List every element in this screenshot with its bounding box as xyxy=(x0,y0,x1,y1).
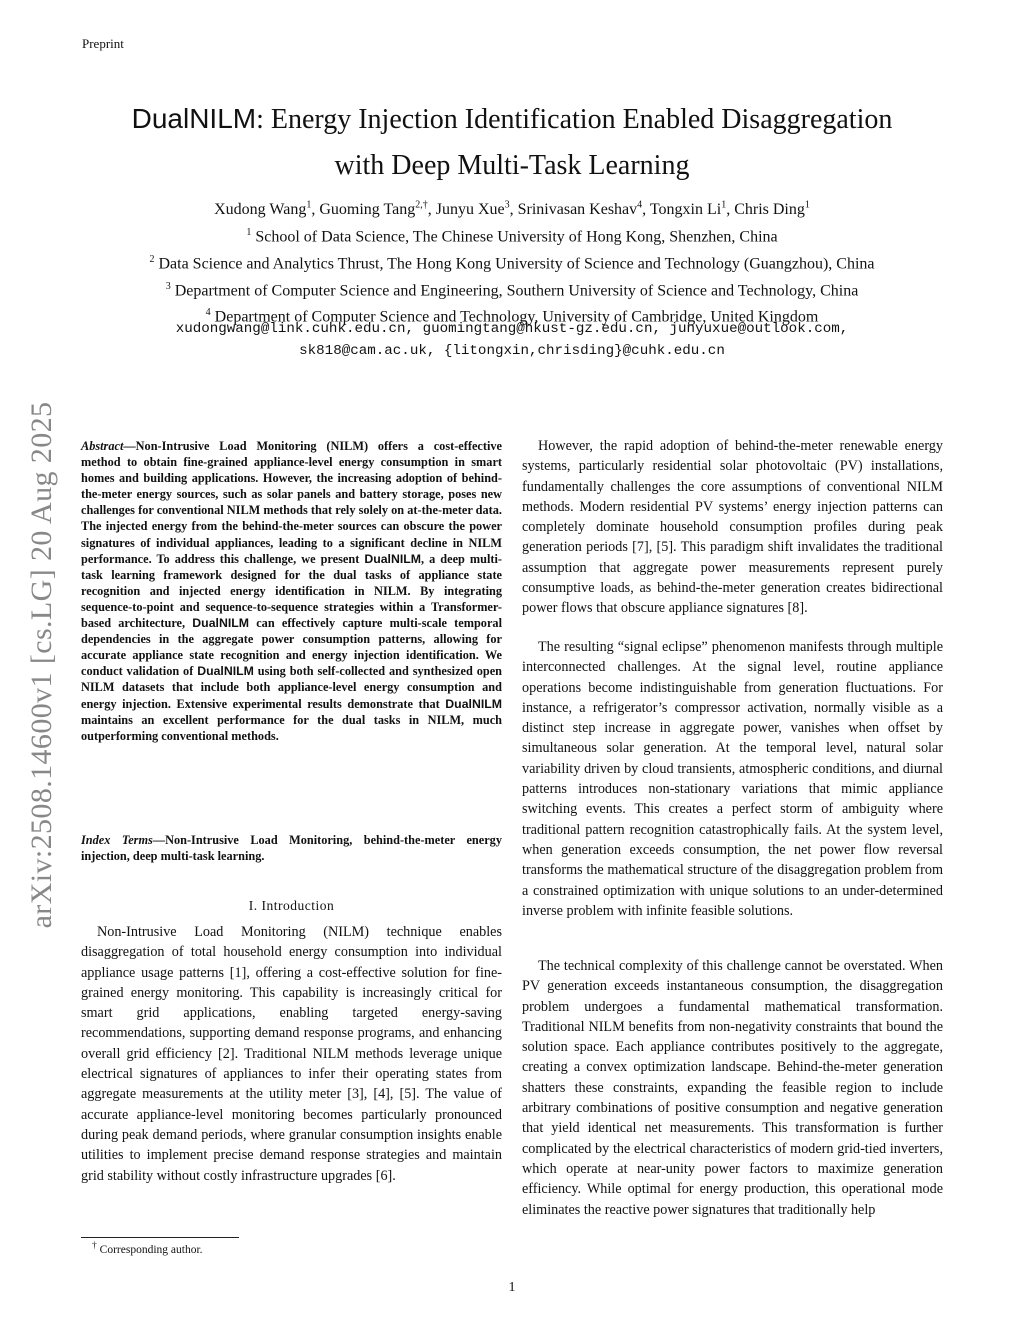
affiliation: $^1$ School of Data Science, The Chinese University of Hong Kong, Shenzhen, China xyxy=(246,227,778,246)
author: Srinivasan Keshav$^4$, xyxy=(517,200,650,219)
email-list xyxy=(80,318,944,362)
affiliation: $^3$ Department of Computer Science and Engineering, Southern University of Science and Technology, China xyxy=(165,280,859,299)
title-line-1-rest: : Energy Injection Identification Enabled Disaggregation xyxy=(256,104,893,135)
footnote: † Corresponding author. xyxy=(92,1240,203,1256)
email-line-1: xudongwang@link.cuhk.edu.cn, guomingtang@hkust-gz.edu.cn, junyuxue@outlook.com, xyxy=(175,321,849,337)
arxiv-identifier: arXiv:2508.14600v1 [cs.LG] 20 Aug 2025 xyxy=(25,401,58,929)
intro-paragraph-3: The resulting “signal eclipse” phenomenon manifests through multiple interconnected challenges. At the signal level, routine appliance operations become indistinguishable from generation fluctuations. For instance, a refrigerator’s compressor activation, normally visible as a distinct step increase in aggregate power, vanishes when offset by simultaneous solar generation. At the temporal level, natural solar variability driven by cloud transients, atmospheric conditions, and diurnal patterns introduces non-stationary variations that mimic appliance switching events. This creates a perfect storm of ambiguity where traditional pattern recognition catastrophically fails. At the system level, when generation exceeds consumption, the net power flow reversal transforms the mathematical structure of the disaggregation problem from a constrained optimization with unique solutions to an under-determined inverse problem with infinite feasible solutions. xyxy=(522,639,943,919)
intro-paragraph-1: Non-Intrusive Load Monitoring (NILM) technique enables disaggregation of total household energy consumption into individual appliance usage patterns [1], offering a cost-effective solution for fine-grained energy monitoring. This capability is increasingly critical for smart grid applications, enabling targeted energy-saving recommendations, supporting demand response programs, and enhancing overall grid efficiency [2]. Traditional NILM methods leverage unique electrical signatures of appliances to infer their operating states from aggregate measurements at the utility meter [3], [4], [5]. The value of accurate appliance-level monitoring becomes particularly pronounced during peak demand periods, where granular consumption insights enable utilities to implement precise demand response strategies and maintain grid stability without costly infrastructure upgrades [6]. xyxy=(81,924,502,1184)
paper-title xyxy=(80,96,944,189)
title-system-name: DualNILM xyxy=(131,103,257,134)
author-list xyxy=(80,195,944,221)
page-number: 1 xyxy=(508,1280,516,1295)
author: Chris Ding$^1$ xyxy=(734,200,810,219)
affiliation: $^2$ Data Science and Analytics Thrust, The Hong Kong University of Science and Technology (Guangzhou), China xyxy=(149,253,875,273)
system-name: DualNILM xyxy=(445,696,502,711)
index-terms-label: Index Terms xyxy=(81,833,153,847)
preprint-label: Preprint xyxy=(82,36,124,51)
system-name: DualNILM xyxy=(197,664,254,679)
author: Guoming Tang$^{2,\dagger}$, xyxy=(319,200,436,219)
system-name: DualNILM xyxy=(192,616,249,631)
author: Tongxin Li$^1$, xyxy=(649,200,735,219)
affiliation-list xyxy=(60,222,964,329)
email-line-2: sk818@cam.ac.uk, {litongxin,chrisding}@cuhk.edu.cn xyxy=(299,343,725,359)
author: Xudong Wang$^1$, xyxy=(214,200,320,219)
index-terms: Index Terms—Non-Intrusive Load Monitoring, behind-the-meter energy injection, deep multi-task learning. xyxy=(81,833,502,864)
abstract-label: Abstract xyxy=(81,439,124,453)
title-line-2: with Deep Multi-Task Learning xyxy=(334,150,690,181)
footnote-rule xyxy=(81,1237,239,1238)
title-line-1 xyxy=(80,96,944,143)
system-name: DualNILM xyxy=(364,551,422,566)
section-heading: I. Introduction xyxy=(248,898,335,913)
intro-paragraph-2: However, the rapid adoption of behind-the-meter renewable energy systems, particularly residential solar photovoltaic (PV) installations, fundamentally challenges the core assumptions of conventional NILM methods. Modern residential PV systems’ energy injection patterns can completely dominate household consumption profiles during peak generation periods [7], [5]. This paradigm shift invalidates the traditional assumption that aggregate power measurements represent purely consumptive loads, as behind-the-meter generation creates bidirectional power flows that obscure appliance signatures [8]. xyxy=(522,438,943,617)
intro-paragraph-4: The technical complexity of this challenge cannot be overstated. When PV generation exceeds instantaneous consumption, the disaggregation problem undergoes a fundamental mathematical transformation. Traditional NILM benefits from non-negativity constraints that bound the solution space. Each appliance contributes positively to the aggregate, creating a convex optimization landscape. Behind-the-meter generation shatters these constraints, expanding the feasible region to include arbitrary combinations of positive consumption and negative generation that yield identical net measurements. This transformation is further complicated by the electrical characteristics of modern grid-tied inverters, which operate at near-unity power factors to maximize generation efficiency. While optimal for energy production, this operational mode eliminates the reactive power signatures that traditionally help xyxy=(522,958,943,1218)
abstract: Abstract—Non-Intrusive Load Monitoring (NILM) offers a cost-effective method to obtain fine-grained appliance-level energy consumption in smart homes and building applications. However, the increasing adoption of behind-the-meter energy sources, such as solar panels and battery storage, poses new challenges for conventional NILM methods that rely solely on at-the-meter data. The injected energy from the behind-the-meter sources can obscure the power signatures of individual appliances, leading to a significant decline in NILM performance. To address this challenge, we present DualNILM, a deep multi-task learning framework designed for the dual tasks of appliance state recognition and injected energy identification in NILM. By integrating sequence-to-point and sequence-to-sequence strategies within a Transformer-based architecture, DualNILM can effectively capture multi-scale temporal dependencies in the aggregate power consumption patterns, allowing for accurate appliance state recognition and energy injection identification. We conduct validation of DualNILM using both self-collected and synthesized open NILM datasets that include both appliance-level energy consumption and energy injection. Extensive experimental results demonstrate that DualNILM maintains an excellent performance for the dual tasks in NILM, much outperforming conventional methods. xyxy=(81,439,502,743)
author: Junyu Xue$^3$, xyxy=(435,200,518,219)
affiliation: $^4$ Department of Computer Science and Technology, University of Cambridge, United Kingdom xyxy=(205,307,819,326)
